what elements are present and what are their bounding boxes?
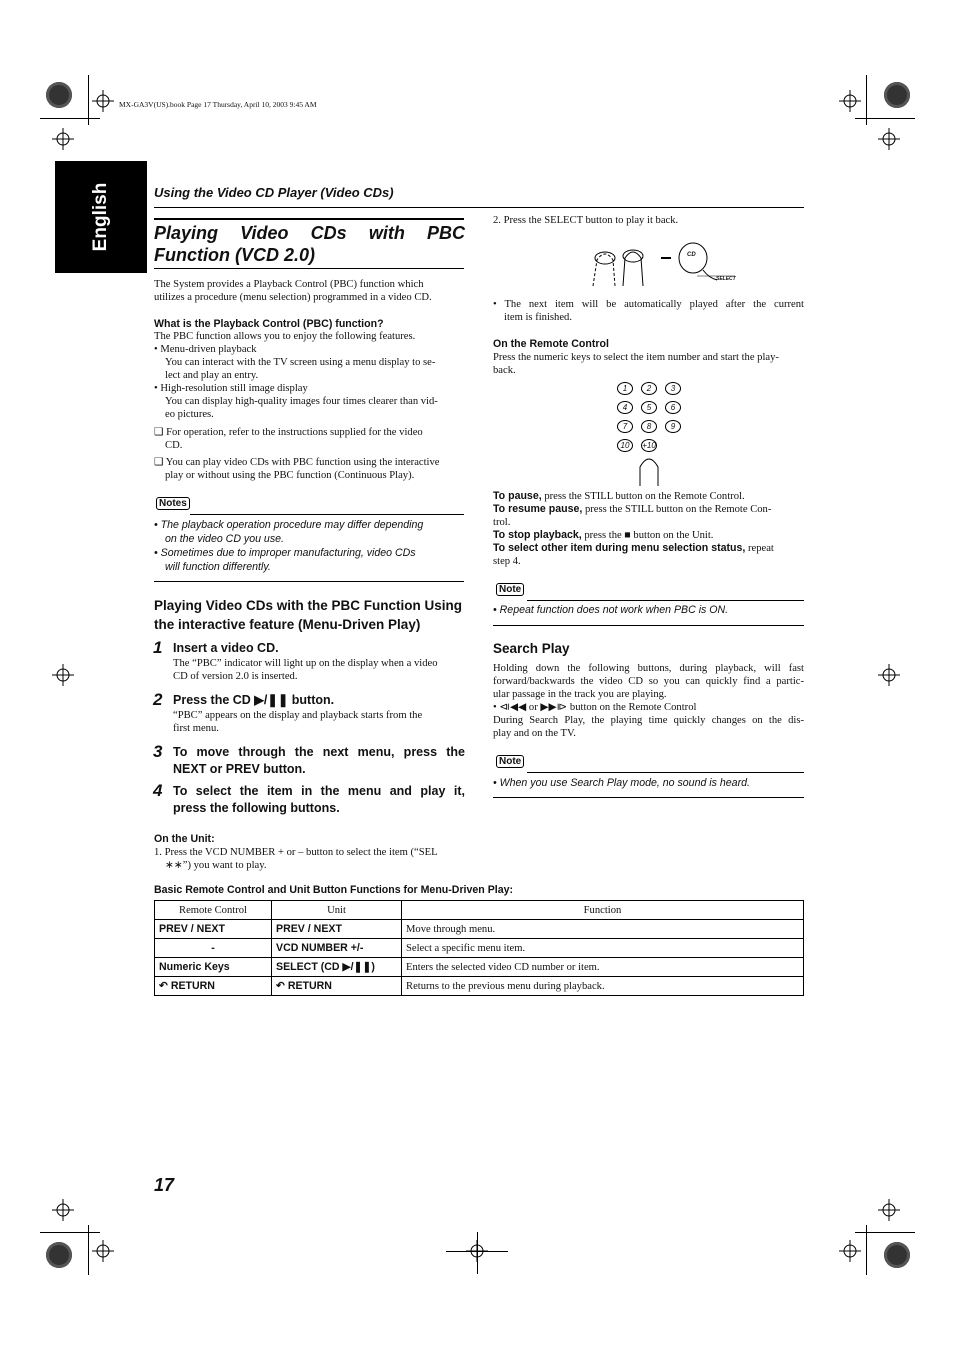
key-8: 8 [641, 420, 657, 433]
step-2-desc: “PBC” appears on the display and playback starts from the first menu. [173, 710, 423, 734]
step-1-text: Insert a video CD. [173, 641, 279, 655]
pbc-question: What is the Playback Control (PBC) function? [154, 318, 384, 330]
note-end-rule [493, 797, 804, 798]
search-play-heading: Search Play [493, 641, 570, 656]
table-row [155, 958, 804, 977]
finger-icon [637, 455, 661, 487]
cd-button-label: CD [687, 252, 696, 258]
table-row [155, 920, 804, 939]
heading-rule-top [154, 218, 464, 220]
right-step-2: 2. Press the SELECT button to play it back. [493, 215, 679, 226]
numeric-keypad-illustration [613, 382, 693, 458]
table-cell: Enters the selected video CD number or item. [402, 958, 804, 977]
note-repeat: • Repeat function does not work when PBC is ON. [493, 604, 729, 616]
key-2: 2 [641, 382, 657, 395]
search-play-text: Holding down the following buttons, during playback, will fast forward/backwards the video CD so you can quickly find a partic- ular passage in the track you are playing. • ⧏◀◀ or ▶▶⧐ button on the Remote Control During Search Play, the playing time quickly changes on the dis- play and on the TV. [493, 663, 804, 739]
notes-list: • The playback operation procedure may differ depending on the video CD you use. • Sometimes due to improper manufacturing, video CDs will function differently. [154, 519, 424, 573]
table-cell: ↶ RETURN [272, 977, 402, 996]
table-cell: Move through menu. [402, 920, 804, 939]
table-cell: VCD NUMBER +/- [272, 939, 402, 958]
key-1: 1 [617, 382, 633, 395]
on-remote-text: Press the numeric keys to select the item number and start the play- back. [493, 352, 779, 376]
crosshair-icon [92, 1240, 114, 1262]
registration-circle-top-left [46, 82, 72, 108]
hand-pressing-buttons-illustration [585, 238, 745, 290]
playback-controls: To pause, press the STILL button on the Remote Control. To resume pause, press the STILL button on the Remote Con- trol. To stop playback, press the ■ button on the Unit. To select other item during menu selection status, repeat step 4. [493, 490, 774, 567]
crosshair-icon [878, 128, 900, 150]
table-cell: Select a specific menu item. [402, 939, 804, 958]
table-cell: PREV / NEXT [272, 920, 402, 939]
step-3-text: To move through the next menu, press the NEXT or PREV button. [173, 745, 465, 776]
note-icon: Note [496, 755, 524, 768]
intro-paragraph: The System provides a Playback Control (PBC) function which utilizes a procedure (menu selection) programmed in a video CD. [154, 279, 432, 303]
notes-icon: Notes [156, 497, 190, 510]
table-cell: ↶ RETURN [155, 977, 272, 996]
on-unit-text: 1. Press the VCD NUMBER + or – button to select the item (“SEL ∗∗”) you want to play. [154, 847, 438, 871]
registration-circle-bottom-left [46, 1242, 72, 1268]
table-header: Function [402, 901, 804, 920]
table-cell: SELECT (CD ▶/❚❚) [272, 958, 402, 977]
on-unit-label: On the Unit: [154, 833, 215, 845]
step-number-2: 2 [153, 690, 163, 709]
key-3: 3 [665, 382, 681, 395]
crop-mark [855, 1232, 915, 1233]
button-functions-table [154, 900, 804, 996]
key-10: 10 [617, 439, 633, 452]
key-plus-10: +10 [642, 441, 656, 450]
table-row [155, 977, 804, 996]
note-end-rule [493, 625, 804, 626]
print-header: MX-GA3V(US).book Page 17 Thursday, April 10, 2003 9:45 AM [119, 100, 317, 109]
registration-circle-bottom-right [884, 1242, 910, 1268]
table-row [155, 939, 804, 958]
table-header: Remote Control [155, 901, 272, 920]
step-4-text: To select the item in the menu and play it, press the following buttons. [173, 784, 465, 815]
note-icon: Note [496, 583, 524, 596]
step-1-desc: The “PBC” indicator will light up on the display when a video CD of version 2.0 is inserted. [173, 658, 438, 682]
crosshair-icon [878, 664, 900, 686]
key-9: 9 [665, 420, 681, 433]
next-item-note: • The next item will be automatically played after the current item is finished. [493, 299, 804, 323]
select-button-label: SELECT [716, 276, 736, 282]
key-4: 4 [617, 401, 633, 414]
sub-heading: Playing Video CDs with the PBC Function Using the interactive feature (Menu-Driven Play) [154, 598, 463, 632]
registration-circle-top-right [884, 82, 910, 108]
table-cell: PREV / NEXT [155, 920, 272, 939]
crop-mark [477, 1232, 478, 1274]
crosshair-icon [878, 1199, 900, 1221]
table-cell: Returns to the previous menu during playback. [402, 977, 804, 996]
caution-1: ❑ For operation, refer to the instructions supplied for the video CD. [154, 427, 423, 451]
notes-end-rule [154, 581, 464, 582]
table-header-row [155, 901, 804, 920]
page-number: 17 [154, 1175, 175, 1195]
heading-rule-bottom [154, 268, 464, 269]
table-title: Basic Remote Control and Unit Button Functions for Menu-Driven Play: [154, 884, 514, 896]
crosshair-icon [92, 90, 114, 112]
section-title: Using the Video CD Player (Video CDs) [154, 185, 394, 200]
notes-rule [190, 514, 464, 515]
crosshair-icon [52, 1199, 74, 1221]
caution-2: ❑ You can play video CDs with PBC function using the interactive play or without using the PBC function (Continuous Play). [154, 457, 440, 481]
on-remote-label: On the Remote Control [493, 338, 609, 350]
crosshair-icon [52, 128, 74, 150]
step-number-4: 4 [153, 781, 163, 800]
key-6: 6 [665, 401, 681, 414]
crop-mark [40, 118, 100, 119]
note-rule [527, 600, 804, 601]
crosshair-icon [52, 664, 74, 686]
crosshair-icon [839, 90, 861, 112]
key-7: 7 [617, 420, 633, 433]
crop-mark [855, 118, 915, 119]
section-rule [154, 207, 804, 208]
note-search: • When you use Search Play mode, no sound is heard. [493, 777, 750, 789]
crosshair-icon [839, 1240, 861, 1262]
language-tab: English [55, 161, 147, 273]
pbc-answer: The PBC function allows you to enjoy the following features. • Menu-driven playback You can interact with the TV screen using a menu display to se- lect and play an entry. • High-resolution still image display You can display high-quality images four times clearer than vid- eo pictures. [154, 331, 438, 420]
page-heading: Playing Video CDs with PBC Function (VCD 2.0) [154, 223, 465, 265]
table-cell: Numeric Keys [155, 958, 272, 977]
step-number-1: 1 [153, 638, 163, 657]
step-2-text: Press the CD ▶/❚❚ button. [173, 693, 335, 707]
step-number-3: 3 [153, 742, 163, 761]
key-5: 5 [641, 401, 657, 414]
table-cell: - [155, 939, 272, 958]
crop-mark [40, 1232, 100, 1233]
note-rule [527, 772, 804, 773]
table-header: Unit [272, 901, 402, 920]
